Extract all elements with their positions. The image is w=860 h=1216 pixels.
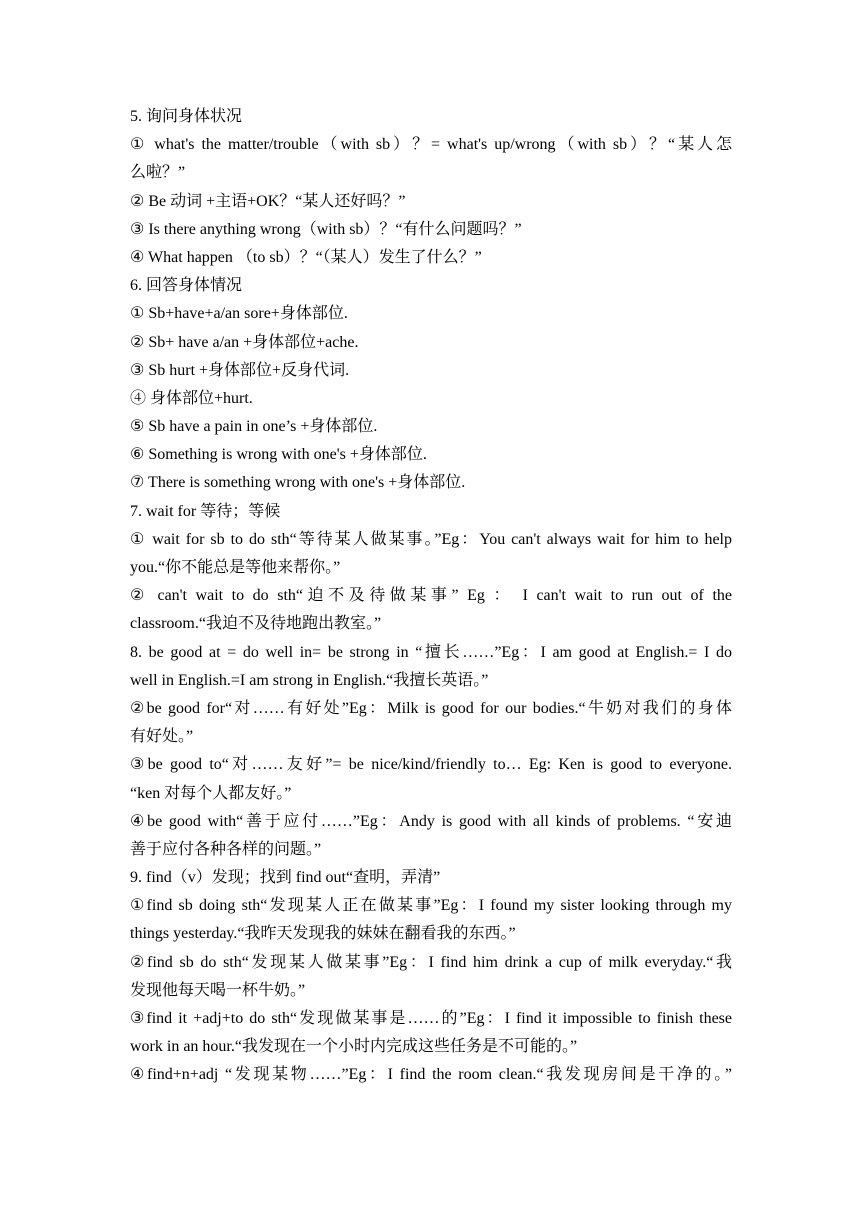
text-line: 8. be good at = do well in= be strong in “擅长……”Eg：I am good at English.= I do — [130, 643, 732, 661]
text-line: ④be good with“善于应付……”Eg：Andy is good with all kinds of problems. “安迪 — [130, 812, 732, 830]
text-line: ② can't wait to do sth“迫不及待做某事” Eg ： I can't wait to run out of the — [130, 587, 732, 605]
text-line: 9. find（v）发现；找到 find out“查明，弄清” — [130, 869, 441, 887]
text-line: ① what's the matter/trouble（with sb）？= what's up/wrong（with sb）？“某人怎 — [130, 136, 732, 154]
text-line: ⑥ Something is wrong with one's +身体部位. — [130, 446, 427, 464]
text-line: ④find+n+adj “发现某物……”Eg：I find the room clean.“我发现房间是干净的。” — [130, 1066, 732, 1084]
text-line: ③ Is there anything wrong（with sb）？“有什么问题吗？” — [130, 220, 522, 238]
text-line: 6. 回答身体情况 — [130, 277, 243, 295]
text-line: ③ Sb hurt +身体部位+反身代词. — [130, 361, 350, 379]
text-line: ② Be 动词 +主语+OK？“某人还好吗？” — [130, 192, 406, 210]
text-line: ②find sb do sth“发现某人做某事”Eg：I find him drink a cup of milk everyday.“我 — [130, 953, 732, 971]
text-line: 有好处。” — [130, 728, 194, 746]
text-line: 善于应付各种各样的问题。” — [130, 840, 322, 858]
text-line: you.“你不能总是等他来帮你。” — [130, 559, 341, 576]
text-line: ③find it +adj+to do sth“发现做某事是……的”Eg：I find it impossible to finish these — [130, 1010, 732, 1027]
text-line: 7. wait for 等待；等候 — [130, 502, 281, 520]
text-line: ②be good for“对……有好处”Eg：Milk is good for our bodies.“牛奶对我们的身体 — [130, 699, 732, 717]
text-line: ①find sb doing sth“发现某人正在做某事”Eg：I found my sister looking through my — [130, 897, 732, 915]
text-line: ③be good to“对……友好”= be nice/kind/friendly to… Eg: Ken is good to everyone. — [130, 756, 732, 774]
text-line: ④ 身体部位+hurt. — [130, 389, 253, 407]
text-line: “ken 对每个人都友好。” — [130, 784, 292, 802]
text-line: ⑦ There is something wrong with one's +身体部位. — [130, 474, 466, 492]
text-line: work in an hour.“我发现在一个小时内完成这些任务是不可能的。” — [130, 1038, 578, 1056]
text-line: 么啦？” — [130, 164, 186, 182]
text-line: things yesterday.“我昨天发现我的妹妹在翻看我的东西。” — [130, 925, 516, 943]
text-line: ④ What happen （to sb）？“（某人）发生了什么？” — [130, 248, 482, 266]
document-page — [130, 103, 732, 1090]
text-line: ① Sb+have+a/an sore+身体部位. — [130, 305, 348, 323]
text-line: 发现他每天喝一杯牛奶。” — [130, 981, 306, 999]
text-line: well in English.=I am strong in English.“我擅长英语。” — [130, 671, 489, 689]
text-line: ② Sb+ have a/an +身体部位+ache. — [130, 333, 359, 351]
text-line: classroom.“我迫不及待地跑出教室。” — [130, 615, 382, 633]
text-line: ① wait for sb to do sth“等待某人做某事。”Eg：You can't always wait for him to help — [130, 530, 732, 548]
text-line: ⑤ Sb have a pain in one’s +身体部位. — [130, 418, 378, 436]
text-line: 5. 询问身体状况 — [130, 108, 243, 125]
